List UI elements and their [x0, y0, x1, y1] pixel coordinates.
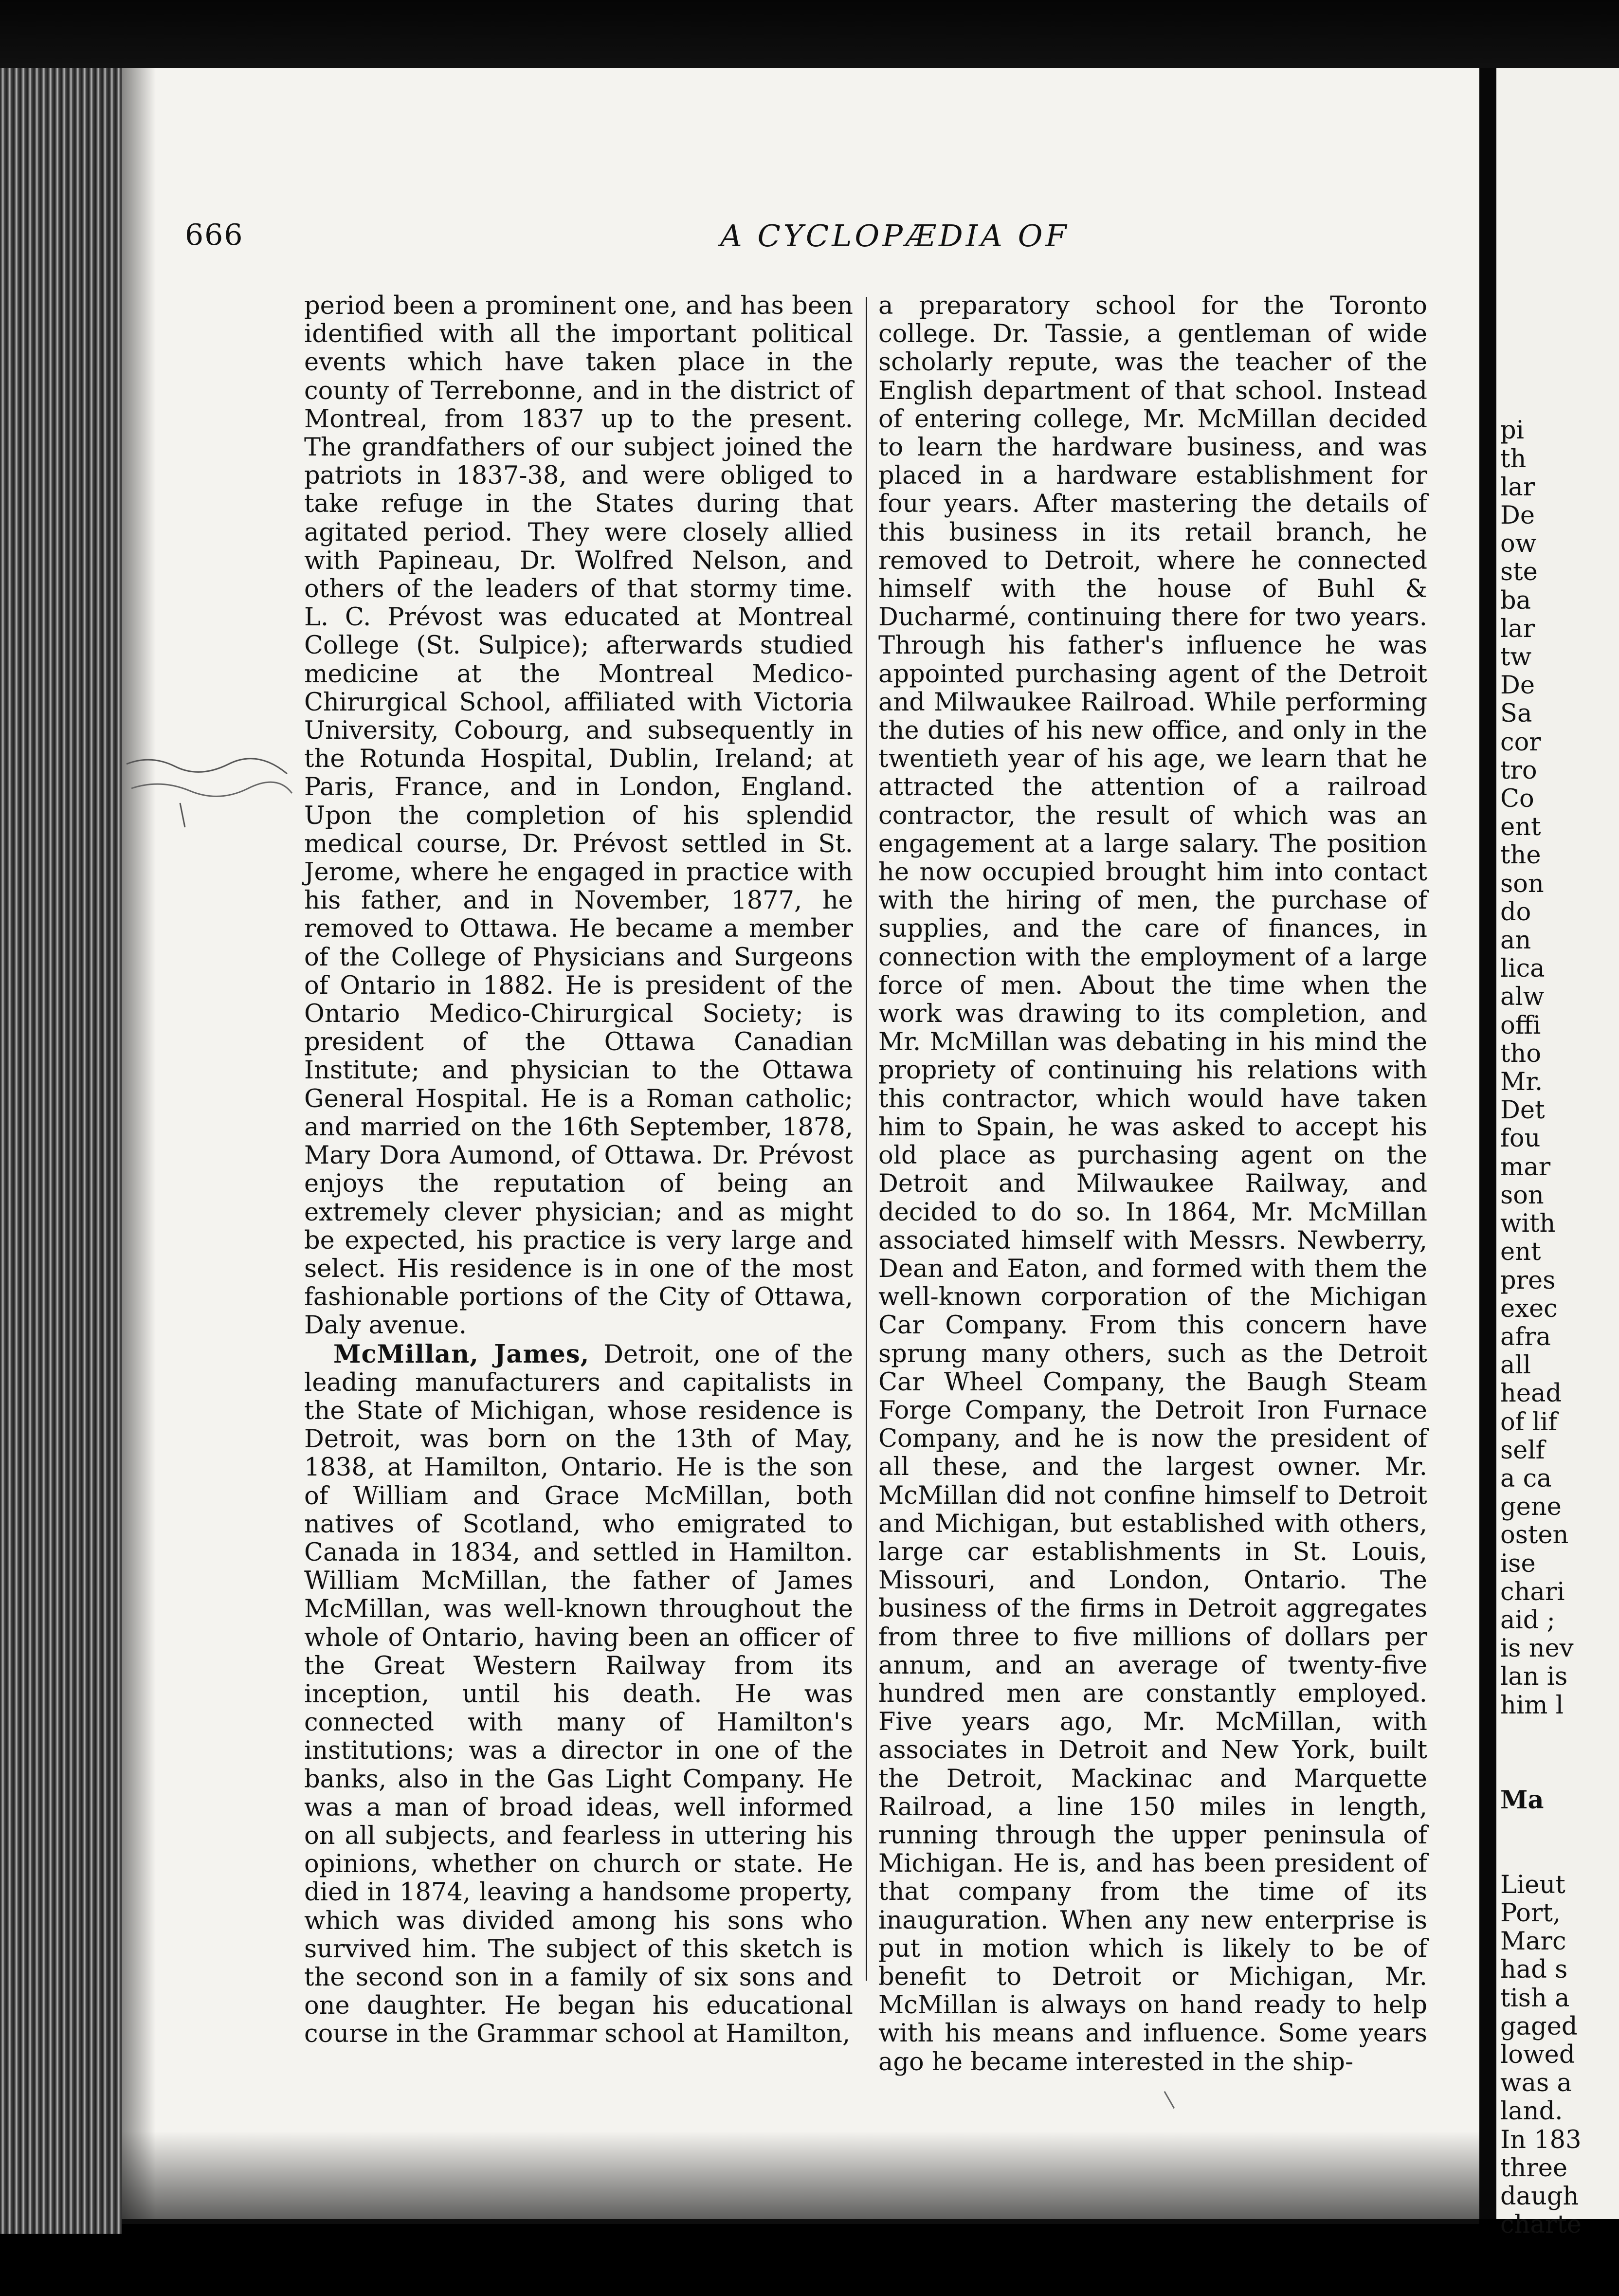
page-shade	[122, 68, 156, 2219]
left-column	[304, 292, 853, 2049]
facing-page-line: tro	[1500, 756, 1537, 785]
facing-page-line: him l	[1500, 1691, 1564, 1720]
facing-page-line: osten	[1500, 1521, 1569, 1550]
facing-page-line: lar	[1500, 473, 1535, 502]
facing-page-line: chari	[1500, 1577, 1565, 1606]
facing-page-line: land.	[1500, 2097, 1563, 2126]
facing-page-line: Port,	[1500, 1898, 1561, 1928]
facing-page-line: tish a	[1500, 1984, 1570, 2013]
facing-page-line: exec	[1500, 1294, 1558, 1323]
book-gutter	[1479, 68, 1496, 2219]
facing-page-upper-lines	[1500, 417, 1582, 1719]
facing-page-line: fou	[1500, 1124, 1541, 1153]
facing-page-line: had s	[1500, 1955, 1568, 1985]
facing-page-line: lica	[1500, 954, 1545, 984]
facing-page-line: lan is	[1500, 1662, 1568, 1692]
facing-page-fragments	[1500, 360, 1582, 2296]
right-column	[878, 292, 1427, 2077]
facing-page-line: lar	[1500, 614, 1535, 643]
facing-page-line: ent	[1500, 813, 1541, 842]
facing-page-line: gaged	[1500, 2012, 1578, 2041]
facing-page-line: son	[1500, 1181, 1544, 1210]
facing-page-line: aid ;	[1500, 1605, 1555, 1635]
entry-headword: McMillan, James,	[333, 1339, 590, 1369]
facing-page-line: pres	[1500, 1266, 1556, 1295]
column-divider	[866, 297, 867, 1981]
facing-page-line: Sa	[1500, 699, 1532, 729]
facing-page-line: alw	[1500, 983, 1545, 1012]
facing-page-line: ba	[1500, 586, 1531, 615]
facing-page-line: three	[1500, 2153, 1568, 2183]
facing-page-line: is nev	[1500, 1634, 1574, 1663]
facing-page-line: lowed	[1500, 2040, 1575, 2069]
facing-page-line: an	[1500, 926, 1531, 955]
facing-page-line: In 183	[1500, 2125, 1582, 2154]
page-header	[185, 214, 1450, 268]
facing-page-line: Co	[1500, 784, 1534, 814]
scan-border-top	[0, 0, 1619, 73]
facing-page-line: was a	[1500, 2069, 1572, 2098]
facing-page-line: ise	[1500, 1549, 1536, 1578]
facing-page-line: self	[1500, 1436, 1545, 1465]
page-bottom-shadow	[122, 2132, 1479, 2224]
facing-page-line: cor	[1500, 728, 1541, 757]
facing-page-line: De	[1500, 671, 1535, 700]
facing-page-line: do	[1500, 897, 1531, 927]
facing-page-line: ow	[1500, 529, 1537, 559]
facing-page-line: offi	[1500, 1011, 1541, 1040]
facing-page-line: all	[1500, 1351, 1531, 1380]
facing-page-line: De	[1500, 501, 1535, 530]
facing-page-line: tw	[1500, 643, 1532, 672]
facing-page-line: pi	[1500, 416, 1524, 445]
right-column-text: a preparatory school for the Toronto college. Dr. Tassie, a gentleman of wide scholarly repute, was the teacher of the English department of that school. Instead of entering college, Mr. McMillan decided to learn the hardware business, and was placed in a hardware establishment for four years. After mastering the details of this business in its retail branch, he removed to Detroit, where he connected himself with the house of Buhl & Ducharmé, continuing there for two years. Through his father's influence he was appointed purchasing agent of the Detroit and Milwaukee Railroad. While performing the duties of his new office, and only in the twentieth year of his age, we learn that he attracted the attention of a railroad contractor, the result of which was an engagement at a large salary. The position he now occupied brought him into contact with the hiring of men, the purchase of supplies, and the care of finances, in connection with the employment of a large force of men. About the time when the work was drawing to its completion, and Mr. McMillan was debating in his mind the propriety of continuing his relations with this contractor, which would have taken him to Spain, he was asked to accept his old place as purchasing agent on the Detroit and Milwaukee Railway, and decided to do so. In 1864, Mr. McMillan associated himself with Messrs. Newberry, Dean and Eaton, and formed with them the well-known corporation of the Michigan Car Company. From this concern have sprung many others, such as the Detroit Car Wheel Company, the Baugh Steam Forge Company, the Detroit Iron Furnace Company, and he is now the president of all these, and the largest owner. Mr. McMillan did not confine himself to Detroit and Michigan, but established with others, large car establishments in St. Louis, Missouri, and London, Ontario. The business of the firms in Detroit aggregates from three to five millions of dollars per annum, and an average of twenty-five hundred men are constantly employed. Five years ago, Mr. McMillan, with associates in Detroit and New York, built the Detroit, Mackinac and Marquette Railroad, a line 150 miles in length, running through the upper peninsula of Michigan. He is, and has been president of that company from the time of its inauguration. When any new enterprise is put in motion which is likely to be of benefit to Detroit or Michigan, Mr. McMillan is always on hand ready to help with his means and influence. Some years ago he became interested in the ship-	[878, 292, 1427, 2077]
facing-page-line: afra	[1500, 1322, 1551, 1351]
facing-page-line: Lieut	[1500, 1870, 1565, 1899]
facing-page-line: Mr.	[1500, 1068, 1543, 1097]
facing-page-line: with	[1500, 1209, 1556, 1239]
facing-page-line: tho	[1500, 1039, 1542, 1068]
facing-page-lower-lines	[1500, 1871, 1582, 2240]
facing-page-line: the	[1500, 841, 1541, 870]
facing-page-line: th	[1500, 444, 1527, 474]
facing-page-line: mar	[1500, 1152, 1551, 1182]
facing-page-line: daugh	[1500, 2182, 1579, 2211]
facing-page-line: ent	[1500, 1238, 1541, 1267]
facing-page-line: a ca	[1500, 1464, 1552, 1493]
running-title: A CYCLOPÆDIA OF	[720, 218, 1070, 254]
facing-page-line: head	[1500, 1379, 1562, 1408]
facing-page	[1496, 68, 1619, 2240]
facing-page-line: gene	[1500, 1493, 1562, 1522]
book-edge-shadow	[0, 68, 122, 2234]
page-number: 666	[185, 218, 244, 252]
margin-pencil-mark	[122, 745, 297, 832]
facing-page-line: Marc	[1500, 1927, 1566, 1956]
left-column-text-before: period been a prominent one, and has been identified with all the important political events which have taken place in the county of Terrebonne, and in the district of Montreal, from 1837 up to the present. The grandfathers of our subject joined the patriots in 1837-38, and were obliged to take refuge in the States during that agitated period. They were closely allied with Papineau, Dr. Wolfred Nelson, and others of the leaders of that stormy time. L. C. Prévost was educated at Montreal College (St. Sulpice); afterwards studied medicine at the Montreal Medico-Chirurgical School, affiliated with Victoria University, Cobourg, and subsequently in the Rotunda Hospital, Dublin, Ireland; at Paris, France, and in London, England. Upon the completion of his splendid medical course, Dr. Prévost settled in St. Jerome, where he engaged in practice with his father, and in November, 1877, he removed to Ottawa. He became a member of the College of Physicians and Surgeons of Ontario in 1882. He is president of the Ontario Medico-Chirurgical Society; is president of the Ottawa Canadian Institute; and physician to the Ottawa General Hospital. He is a Roman catholic; and married on the 16th September, 1878, Mary Dora Aumond, of Ottawa. Dr. Prévost enjoys the reputation of being an extremely clever physician; and as might be expected, his practice is very large and select. His residence is in one of the most fashionable portions of the City of Ottawa, Daly avenue.	[304, 292, 853, 1340]
facing-page-line: Det	[1500, 1096, 1545, 1125]
facing-page-line: ste	[1500, 558, 1538, 587]
left-column-text-after: Detroit, one of the leading manufacturers and capitalists in the State of Michigan, whose residence is Detroit, was born on the 13th of May, 1838, at Hamilton, Ontario. He is the son of William and Grace McMillan, both natives of Scotland, who emigrated to Canada in 1834, and settled in Hamilton. William McMillan, the father of James McMillan, was well-known throughout the whole of Ontario, having been an officer of the Great Western Railway from its inception, until his death. He was connected with many of Hamilton's institutions; was a director in one of the banks, also in the Gas Light Company. He was a man of broad ideas, well informed on all subjects, and fearless in uttering his opinions, whether on church or state. He died in 1874, leaving a handsome property, which was divided among his sons who survived him. The subject of this sketch is the second son in a family of six sons and one daughter. He began his educational course in the Grammar school at Hamilton,	[304, 1340, 853, 2049]
facing-page-line: of lif	[1500, 1407, 1558, 1437]
facing-page-bold-fragment: Ma	[1500, 1786, 1544, 1815]
facing-page-line: son	[1500, 869, 1544, 898]
facing-page-line: charte	[1500, 2210, 1582, 2240]
